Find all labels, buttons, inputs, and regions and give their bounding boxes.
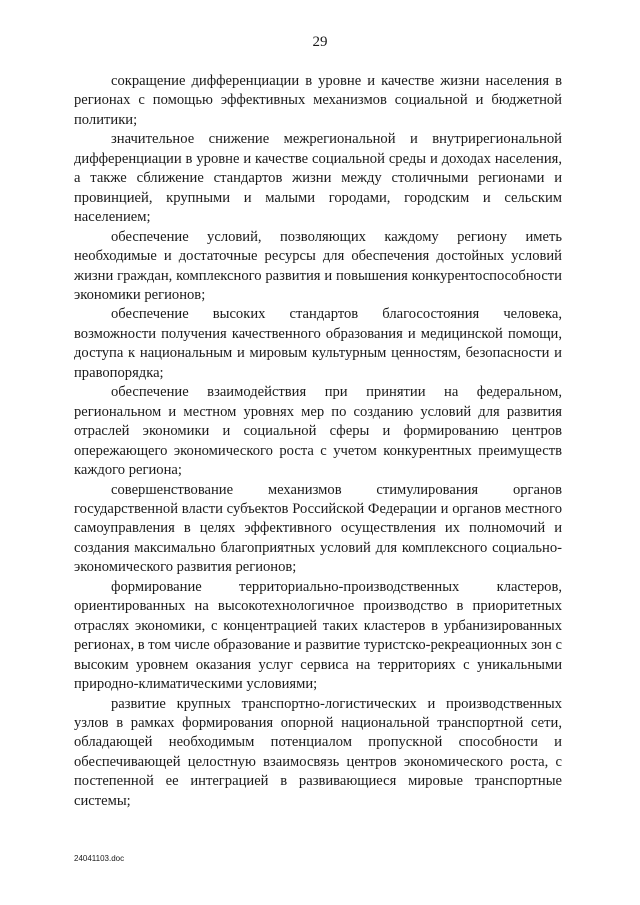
footer-filename: 24041103.doc [74,854,125,863]
body-text [74,72,562,811]
paragraph-7: формирование территориально-производственных кластеров, ориентированных на высокотехнологичное производство в приоритетных отраслях экономики, с концентрацией таких кластеров в урбанизированных регионах, в том числе образование и развитие туристско-рекреационных зон с высоким уровнем оказания услуг сервиса на территориях с уникальными природно-климатическими условиями; [74,578,562,693]
paragraph-4: обеспечение высоких стандартов благосостояния человека, возможности получения качественного образования и медицинской помощи, доступа к национальным и мировым культурным ценностям, безопасности и правопорядка; [74,306,562,381]
paragraph-3: обеспечение условий, позволяющих каждому региону иметь необходимые и достаточные ресурсы для обеспечения достойных условий жизни граждан, комплексного развития и повышения конкурентоспособности экономики регионов; [74,228,562,303]
page-number: 29 [312,34,328,50]
paragraph-1: сокращение дифференциации в уровне и качестве жизни населения в регионах с помощью эффективных механизмов социальной и бюджетной политики; [74,73,562,128]
paragraph-6: совершенствование механизмов стимулирования органов государственной власти субъектов Российской Федерации и органов местного самоуправления в целях эффективного осуществления их полномочий и создания максимально благоприятных условий для комплексного социально-экономического развития регионов; [74,481,562,576]
paragraph-8: развитие крупных транспортно-логистических и производственных узлов в рамках формирования опорной национальной транспортной сети, обладающей необходимым потенциалом пропускной способности и обеспечивающей целостную взаимосвязь центров экономического роста, с постепенной ее интеграцией в развивающиеся мировые транспортные системы; [74,695,562,809]
paragraph-5: обеспечение взаимодействия при принятии на федеральном, региональном и местном уровнях мер по созданию условий для развития отраслей экономики и социальной сферы и формированию центров опережающего экономического роста с учетом конкурентных преимуществ каждого региона; [74,384,562,479]
paragraph-2: значительное снижение межрегиональной и внутрирегиональной дифференциации в уровне и качестве социальной среды и доходах населения, а также сближение стандартов жизни между столичными регионами и провинцией, крупными и малыми городами, городским и сельским населением; [74,131,562,226]
